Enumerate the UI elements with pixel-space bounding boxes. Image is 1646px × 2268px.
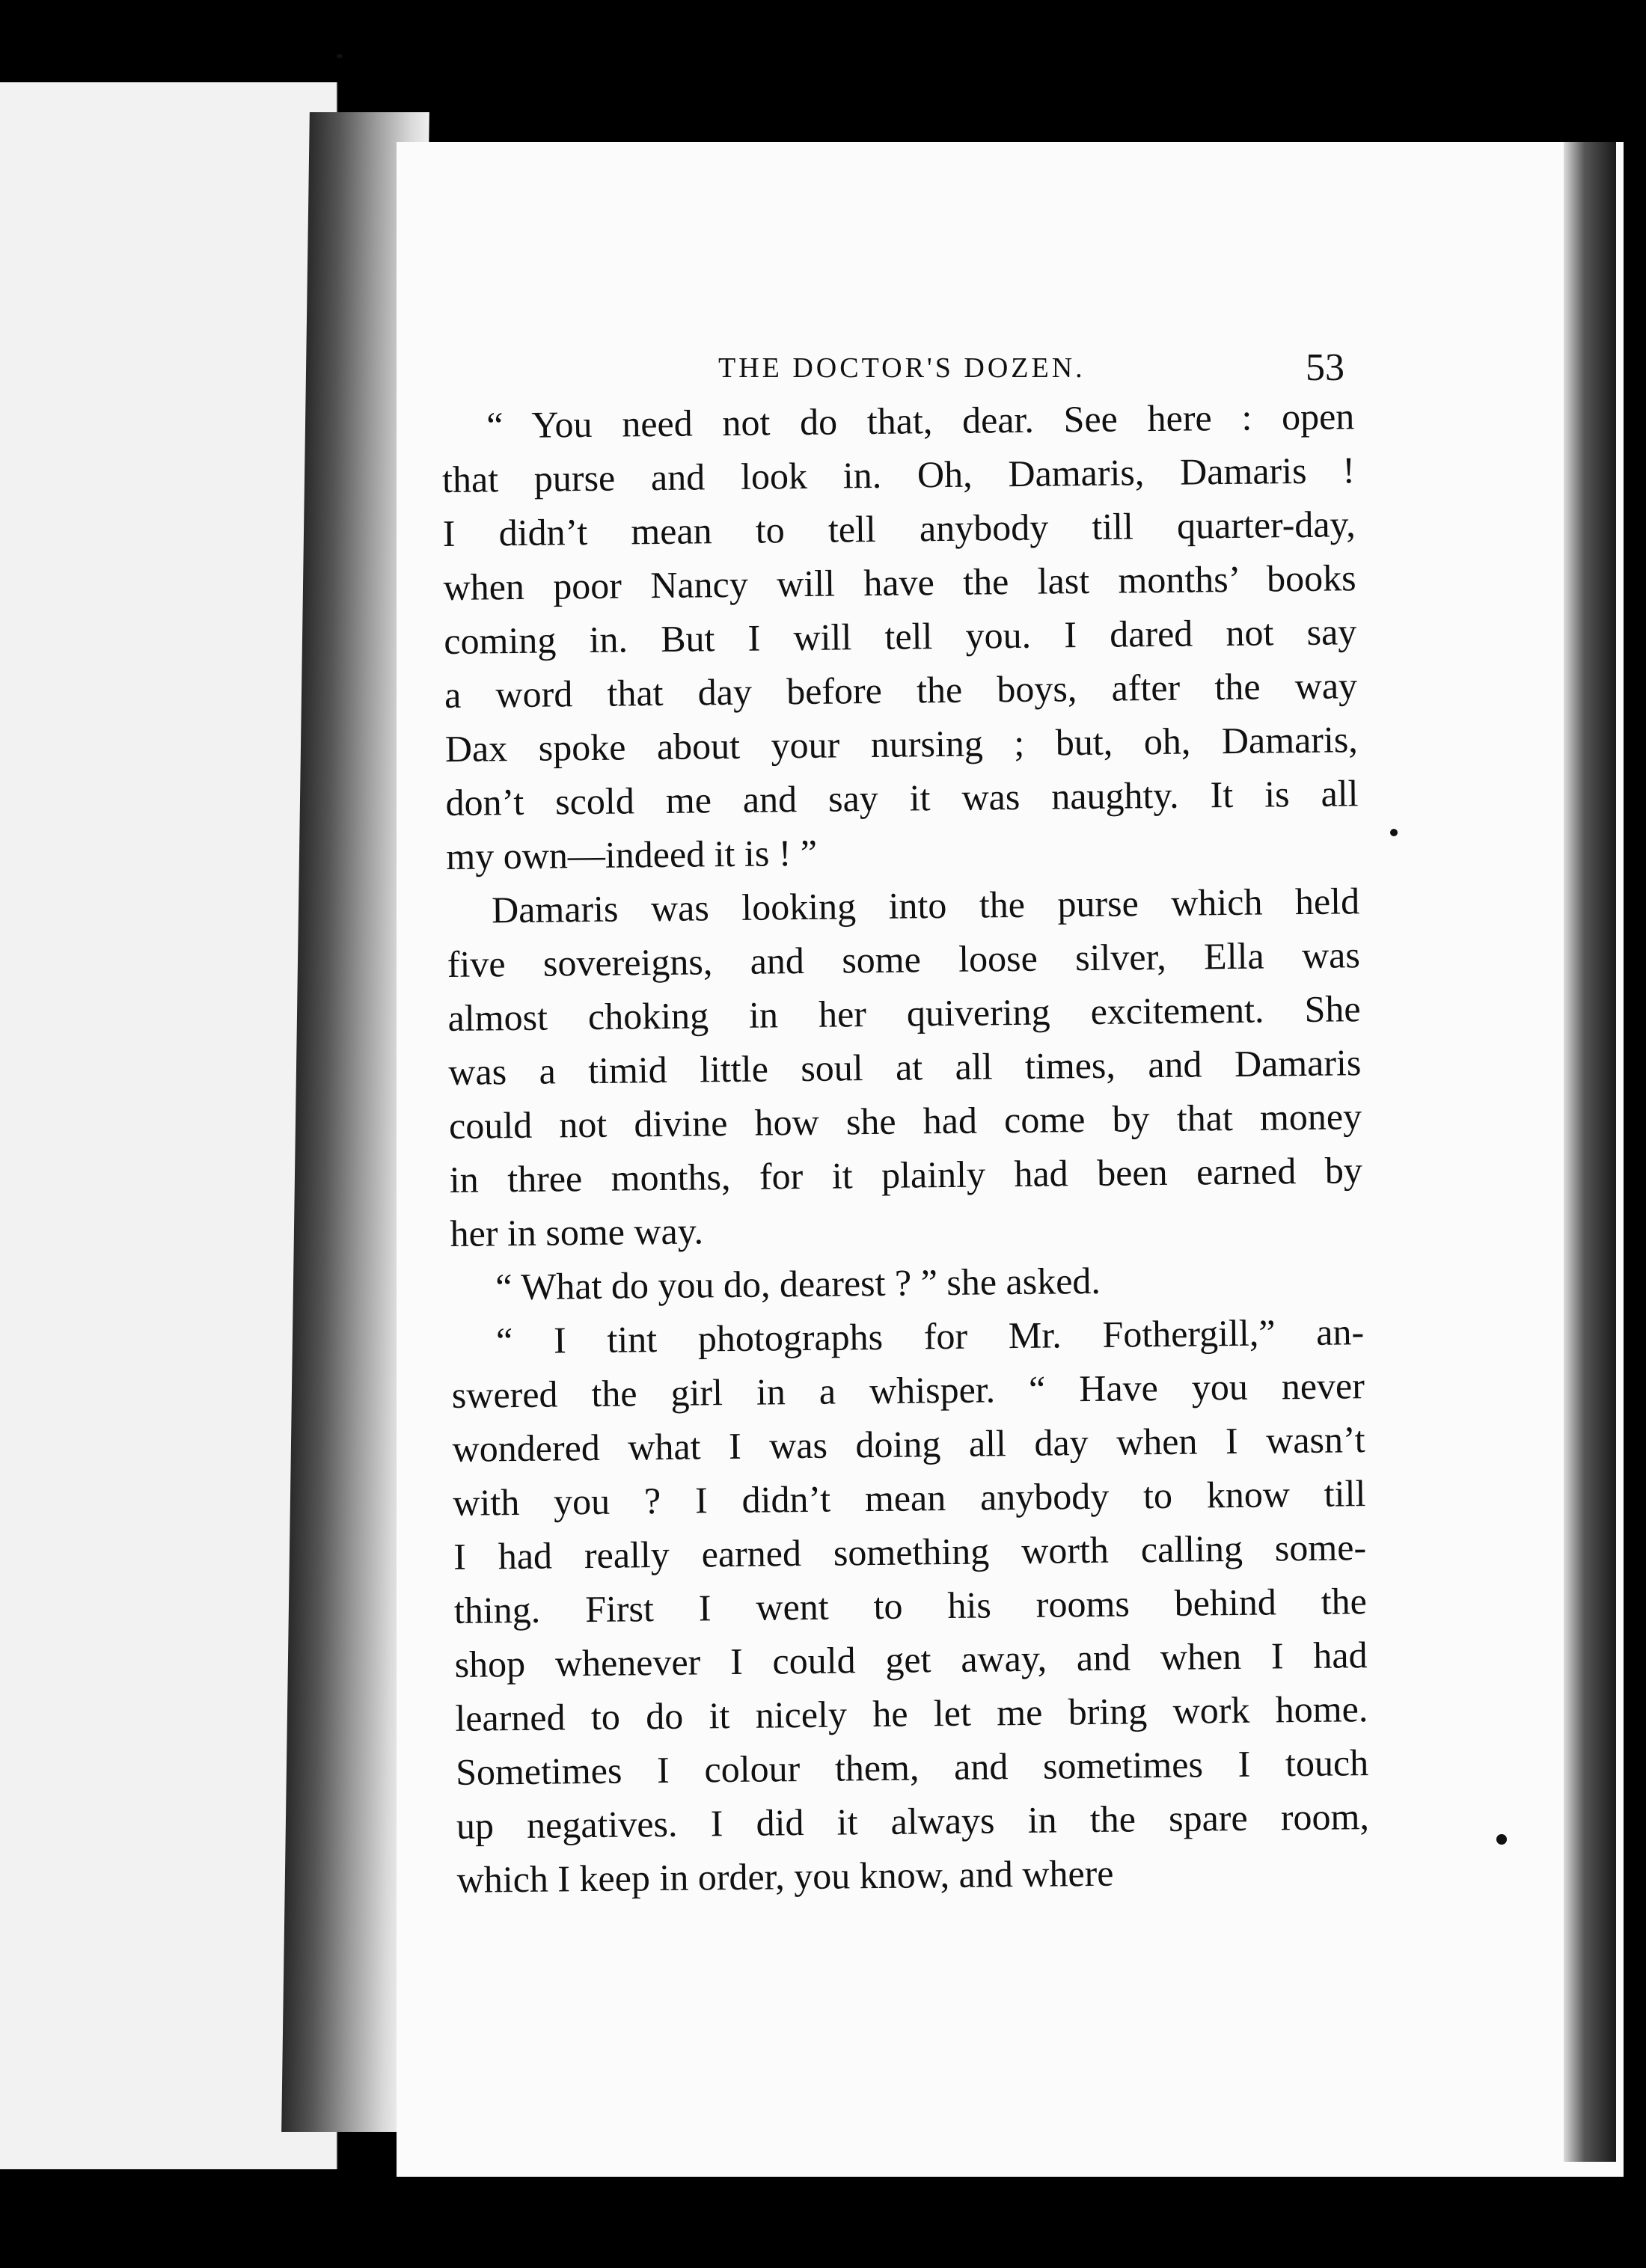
text-line: when poor Nancy will have the last months’ books (443, 557, 1356, 608)
dust-speck (1496, 1834, 1507, 1845)
running-head: THE DOCTOR'S DOZEN. (718, 352, 1086, 384)
text-line: “ You need not do that, dear. See here : open (486, 395, 1355, 447)
page-edge (1564, 142, 1616, 2162)
text-line: “ I tint photographs for Mr. Fothergill,” an- (495, 1311, 1365, 1362)
text-line: in three months, for it plainly had been earned by (449, 1149, 1363, 1201)
text-line: which I keep in order, you know, and where (456, 1851, 1114, 1901)
text-line: Damaris was looking into the purse which held (491, 880, 1360, 931)
page-number: 53 (1306, 346, 1344, 389)
text-line: up negatives. I did it always in the spare room, (456, 1795, 1370, 1847)
text-line: could not divine how she had come by that money (448, 1095, 1362, 1147)
text-line: “ What do you do, dearest ? ” she asked. (495, 1259, 1101, 1308)
text-line: with you ? I didn’t mean anybody to know till (453, 1472, 1366, 1524)
dust-speck (1390, 829, 1398, 836)
text-line: learned to do it nicely he let me bring work home. (455, 1688, 1368, 1739)
text-line: don’t scold me and say it was naughty. It is all (445, 772, 1359, 824)
text-line: that purse and look in. Oh, Damaris, Damaris ! (441, 449, 1356, 500)
text-line: coming in. But I will tell you. I dared not say (444, 610, 1357, 662)
text-line: thing. First I went to his rooms behind the (453, 1580, 1368, 1631)
text-line: five sovereigns, and some loose silver, Ella was (447, 934, 1361, 985)
text-line: her in some way. (450, 1210, 704, 1254)
text-line: I had really earned something worth calling some- (453, 1526, 1367, 1578)
text-line: swered the girl in a whisper. “ Have you never (451, 1364, 1365, 1416)
dust-speck (337, 54, 343, 58)
text-line: shop whenever I could get away, and when I had (454, 1634, 1368, 1685)
text-line: Dax spoke about your nursing ; but, oh, Damaris, (444, 718, 1359, 770)
text-line: almost choking in her quivering excitement. She (447, 987, 1361, 1039)
text-line: a word that day before the boys, after the way (444, 664, 1358, 716)
text-line: Sometimes I colour them, and sometimes I touch (455, 1741, 1369, 1793)
text-line: my own—indeed it is ! ” (446, 831, 818, 877)
text-line: was a timid little soul at all times, and Damaris (448, 1041, 1362, 1093)
text-line: wondered what I was doing all day when I wasn’t (452, 1418, 1365, 1470)
text-line: I didn’t mean to tell anybody till quarter-day, (442, 503, 1356, 554)
